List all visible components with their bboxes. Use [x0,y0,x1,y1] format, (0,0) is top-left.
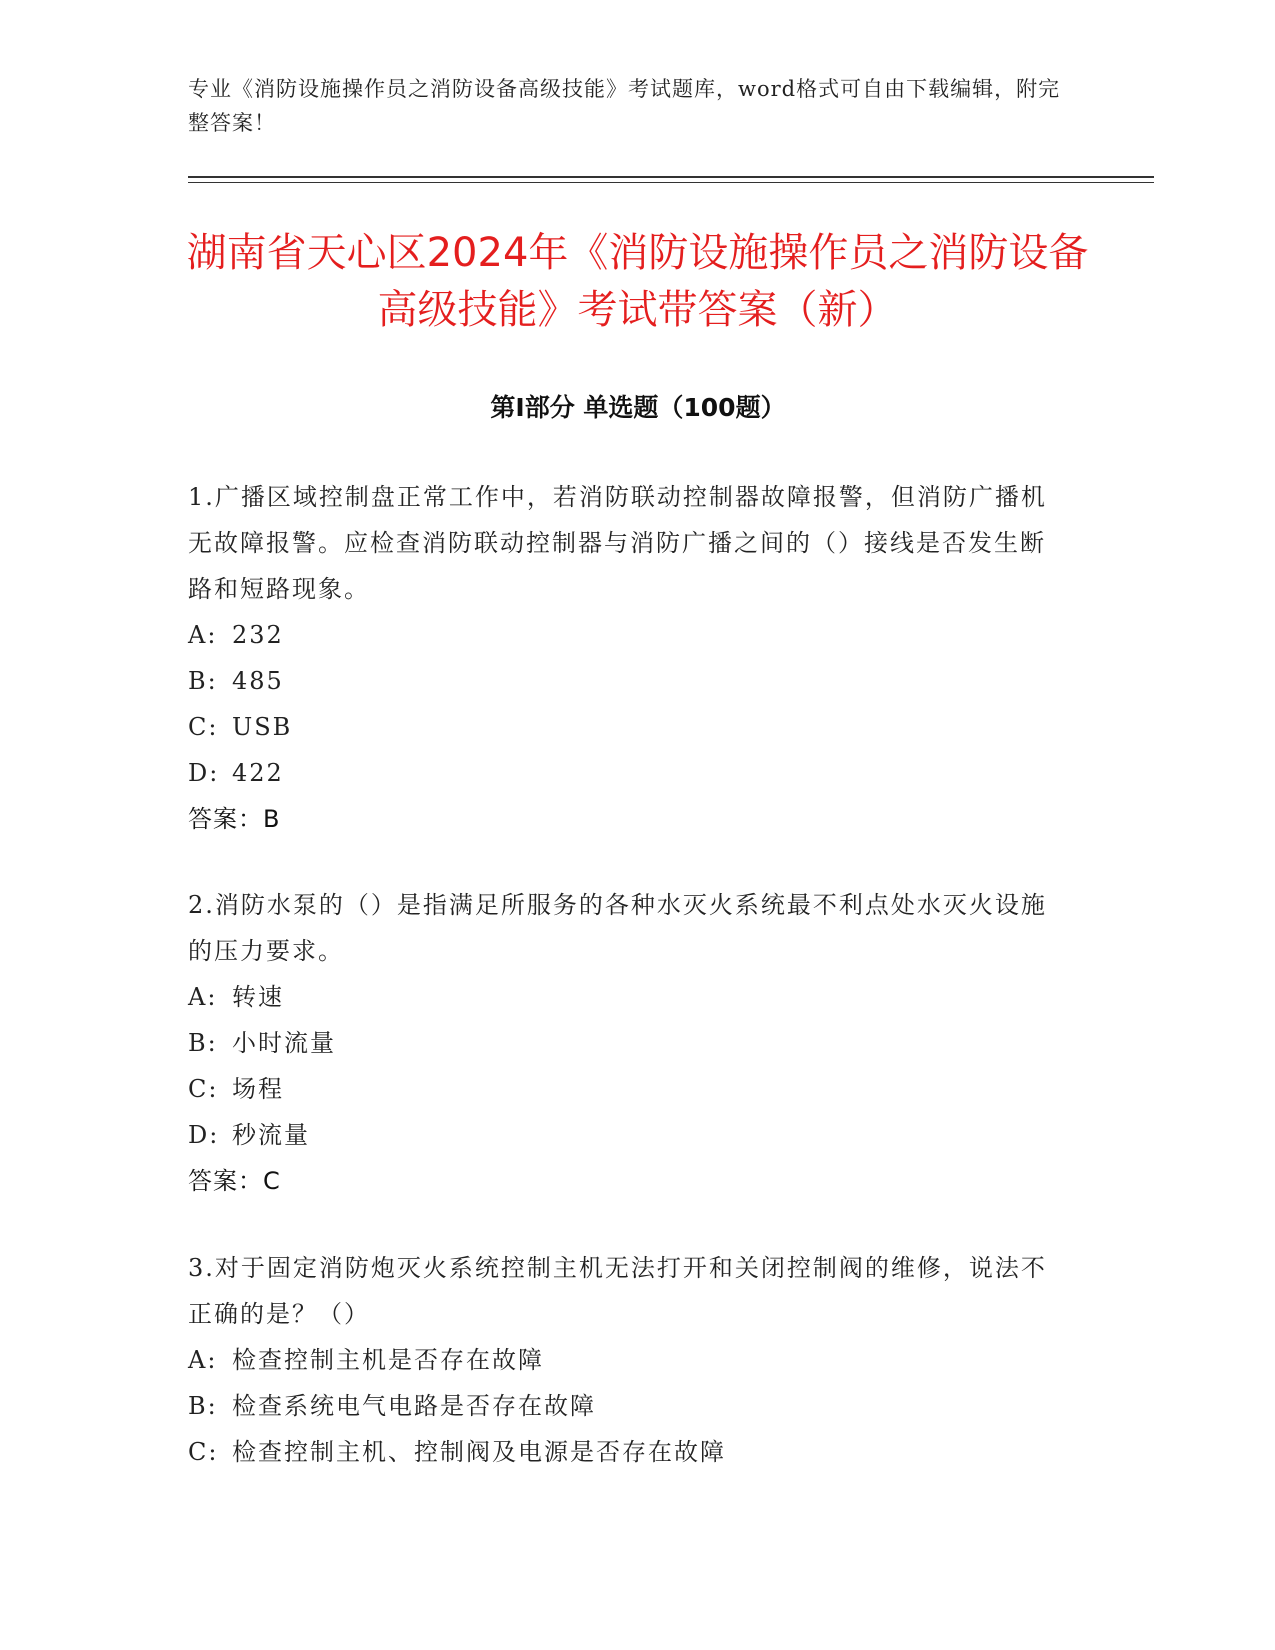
answer-line: 答案：C [188,1167,281,1195]
option-a [188,974,1058,1020]
question-2 [188,882,1058,1204]
section-heading: 第Ⅰ部分 单选题（100题） [490,393,786,422]
option-d [188,1112,1058,1158]
option-key: B: [188,667,218,695]
option-key: C: [188,1438,219,1466]
question-stem: 3.对于固定消防炮灭火系统控制主机无法打开和关闭控制阀的维修，说法不正确的是？（） [188,1254,1047,1328]
option-text: 小时流量 [232,1029,336,1057]
question-stem: 1.广播区域控制盘正常工作中，若消防联动控制器故障报警，但消防广播机无故障报警。应检查消防联动控制器与消防广播之间的（）接线是否发生断路和短路现象。 [188,483,1047,603]
option-key: C: [188,713,219,741]
option-text: 检查控制主机、控制阀及电源是否存在故障 [232,1438,726,1466]
header-rule-thick [188,176,1154,178]
option-key: C: [188,1075,219,1103]
option-text: 检查控制主机是否存在故障 [232,1346,544,1374]
option-key: D: [188,759,220,787]
option-c [188,1066,1058,1112]
option-c [188,704,1058,750]
option-text: 秒流量 [232,1121,310,1149]
option-key: B: [188,1029,218,1057]
option-b [188,1383,1058,1429]
header-note: 专业《消防设施操作员之消防设备高级技能》考试题库，word格式可自由下载编辑，附完整答案！ [188,77,1061,135]
option-key: A: [188,1346,218,1374]
option-text: 232 [232,621,284,649]
option-d [188,750,1058,796]
option-text: 检查系统电气电路是否存在故障 [232,1392,596,1420]
option-a [188,612,1058,658]
question-3 [188,1245,1058,1475]
option-key: A: [188,621,218,649]
option-a [188,1337,1058,1383]
document-title: 湖南省天心区2024年《消防设施操作员之消防设备高级技能》考试带答案（新） [186,230,1089,333]
option-text: USB [232,713,293,741]
header-rule-thin [188,182,1154,183]
question-stem: 2.消防水泵的（）是指满足所服务的各种水灭火系统最不利点处水灭火设施的压力要求。 [188,891,1047,965]
option-text: 422 [232,759,284,787]
option-text: 场程 [232,1075,284,1103]
option-b [188,658,1058,704]
option-text: 485 [232,667,284,695]
option-b [188,1020,1058,1066]
option-key: B: [188,1392,218,1420]
option-text: 转速 [232,983,284,1011]
answer-line: 答案：B [188,805,281,833]
option-key: A: [188,983,218,1011]
question-1 [188,474,1058,842]
option-c [188,1429,1058,1475]
option-key: D: [188,1121,220,1149]
